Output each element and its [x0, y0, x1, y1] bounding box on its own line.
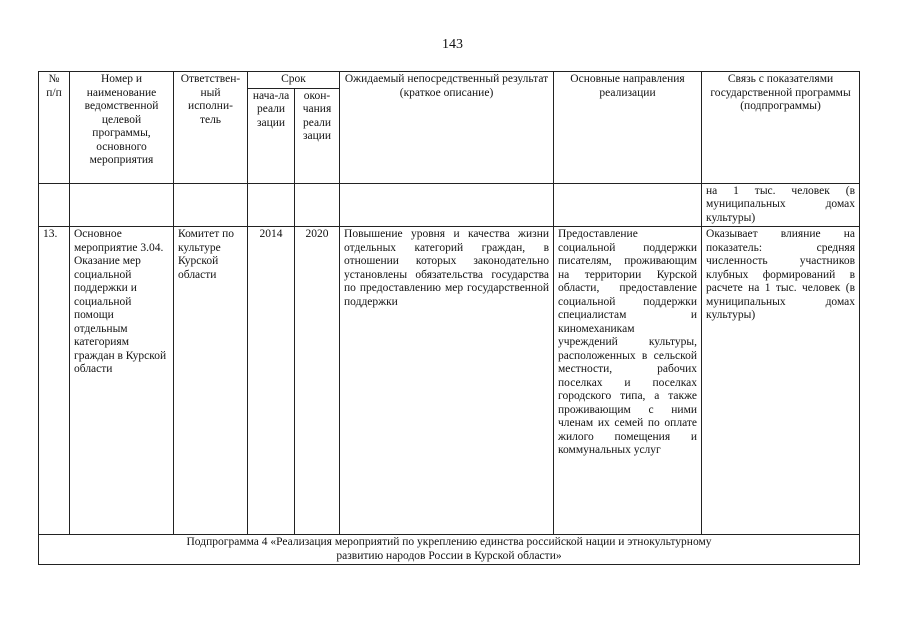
header-expected-result: Ожидаемый непосредственный результат (краткое описание) — [340, 72, 554, 184]
table-row — [39, 227, 860, 535]
row-start-year: 2014 — [248, 227, 295, 535]
cont-responsible — [174, 183, 248, 227]
header-responsible: Ответствен-ный исполни-тель — [174, 72, 248, 184]
cont-link-line: муниципальных домах — [706, 198, 856, 210]
cont-result — [340, 183, 554, 227]
header-program-name: Номер и наименование ведомственной целевой программы, основного мероприятия — [70, 72, 174, 184]
cont-name — [70, 183, 174, 227]
row-expected-result: Повышение уровня и качества жизни отдельных категорий граждан, в отношении которых законодательно установлены обязательства государства по предоставлению мер государственной поддержки — [340, 227, 554, 535]
page-number: 143 — [442, 37, 463, 52]
row-end-year: 2020 — [295, 227, 340, 535]
header-row-1 — [39, 72, 860, 89]
cont-directions — [554, 183, 702, 227]
cont-start — [248, 183, 295, 227]
subprogram-row — [39, 535, 860, 565]
continuation-row — [39, 183, 860, 227]
cont-end — [295, 183, 340, 227]
row-indicator-link: Оказывает влияние на показатель: средняя численность участников клубных формирований в расчете на 1 тыс. человек (в муниципальных домах культуры) — [702, 227, 860, 535]
header-end: окон-чания реали зации — [295, 88, 340, 183]
cont-link-line: на 1 тыс. человек (в — [706, 184, 856, 197]
cont-indicator-link — [702, 183, 860, 227]
row-directions: Предоставление социальной поддержки писателям, проживающим на территории Курской области, предоставление социальной поддержки специалистам и киномеханикам учреждений культуры, расположенных в сельской местности, рабочих поселках и поселках городского типа, а также проживающим с ними членам их семей по оплате жилого помещения и коммунальных услуг — [554, 227, 702, 535]
row-num: 13. — [39, 227, 70, 535]
row-program-name: Основное мероприятие 3.04. Оказание мер социальной поддержки и социальной помощи отдельным категориям граждан в Курской области — [70, 227, 174, 535]
header-term: Срок — [248, 72, 340, 89]
program-table — [38, 71, 860, 565]
subprogram-title-line: Подпрограмма 4 «Реализация мероприятий по укреплению единства российской нации и этнокультурному — [186, 536, 712, 548]
cont-num — [39, 183, 70, 227]
cont-link-line: культуры) — [706, 211, 756, 224]
subprogram-title-line: развитию народов России в Курской области» — [336, 549, 562, 562]
row-responsible: Комитет по культуре Курской области — [174, 227, 248, 535]
header-indicator-link: Связь с показателями государственной программы (подпрограммы) — [702, 72, 860, 184]
subprogram-title — [39, 535, 860, 565]
header-directions: Основные направления реализации — [554, 72, 702, 184]
header-start: нача-ла реали зации — [248, 88, 295, 183]
header-num: № п/п — [39, 72, 70, 184]
